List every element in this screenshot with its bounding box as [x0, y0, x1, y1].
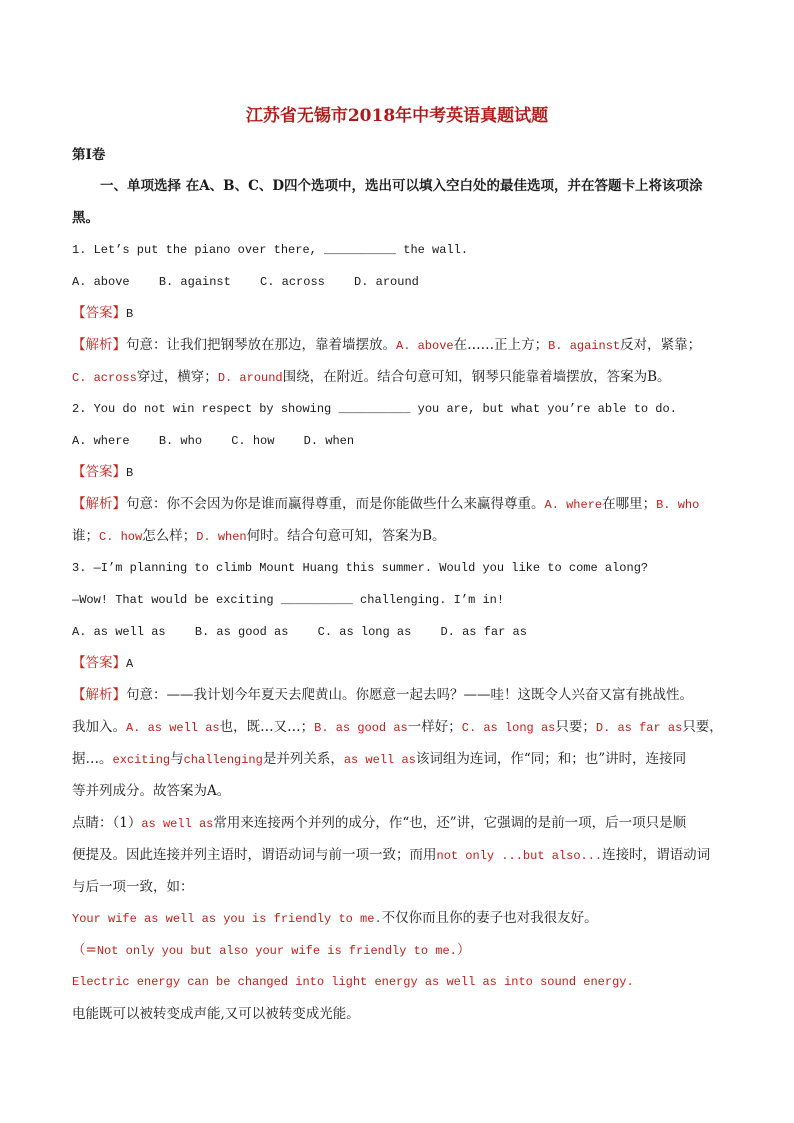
example-paren: （=	[72, 942, 97, 958]
option-a: A. as well as	[72, 625, 166, 639]
answer-tag: 【答案】	[72, 655, 126, 671]
option-c: C. across	[260, 275, 325, 289]
analysis-text: 句意：你不会因为你是谁而赢得尊重，而是你能做些什么来赢得尊重。	[126, 496, 545, 512]
question-3-options	[72, 622, 722, 642]
analysis-term: exciting	[112, 753, 171, 767]
analysis-option: D. when	[196, 530, 247, 544]
example-english: Not only you but also your wife is friendly to me.	[96, 944, 457, 958]
analysis-tag: 【解析】	[72, 687, 126, 703]
option-d: D. when	[303, 434, 355, 448]
note-line-1	[72, 813, 722, 834]
analysis-option: D. as far as	[595, 721, 683, 735]
section-label: 第Ⅰ卷	[72, 147, 106, 163]
analysis-tag: 【解析】	[72, 496, 126, 512]
example-2-chinese: 电能既可以被转变成声能,又可以被转变成光能。	[72, 1006, 360, 1022]
example-english: Your wife as well as you is friendly to me.	[72, 912, 382, 926]
option-b: B. as good as	[194, 625, 289, 639]
note-text: 常用来连接两个并列的成分，作“也，还”讲，它强调的是前一项，后一项只是顺	[213, 815, 687, 831]
note-term: not only ...but also...	[436, 849, 603, 863]
question-2-stem: 2. You do not win respect by showing __________ you are, but what you’re able to do.	[72, 402, 677, 416]
analysis-text: 我加入。	[72, 719, 126, 735]
option-a: A. where	[72, 434, 130, 448]
analysis-option: C. across	[72, 371, 137, 385]
option-c: C. as long as	[317, 625, 412, 639]
analysis-option: B. who	[656, 498, 700, 512]
analysis-text: 何时。结合句意可知，答案为B。	[246, 528, 446, 544]
question-3-analysis-line-4: 等并列成分。故答案为A。	[72, 783, 231, 799]
answer-tag: 【答案】	[72, 464, 126, 480]
question-2-options	[72, 431, 722, 451]
analysis-text: 怎么样；	[142, 528, 197, 544]
question-3-stem: 3. —I’m planning to climb Mount Huang this summer. Would you like to come along?	[72, 561, 649, 575]
analysis-text: 是并列关系，	[262, 751, 344, 767]
question-3-answer	[72, 653, 722, 674]
note-text: 点睛：（1）	[72, 815, 142, 831]
analysis-text: 一样好；	[407, 719, 462, 735]
note-text: 连接时，谓语动词	[602, 847, 711, 863]
analysis-text: 也，既…又…；	[219, 719, 315, 735]
analysis-option: C. as long as	[461, 721, 556, 735]
part-heading-cont: 黑。	[72, 210, 99, 226]
analysis-option: B. against	[548, 339, 621, 353]
analysis-text: 句意：让我们把钢琴放在那边，靠着墙摆放。	[126, 337, 396, 353]
analysis-text: 该词组为连词，作“同；和；也”讲时，连接同	[415, 751, 687, 767]
note-text: 便提及。因此连接并列主语时，谓语动词与前一项一致；而用	[72, 847, 437, 863]
analysis-text: 只要，	[682, 719, 723, 735]
example-1	[72, 908, 722, 929]
question-3-stem-reply: —Wow! That would be exciting __________ challenging. I’m in!	[72, 593, 505, 607]
analysis-text: 与	[170, 751, 184, 767]
analysis-option: A. above	[396, 339, 454, 353]
example-2-english: Electric energy can be changed into light energy as well as into sound energy.	[72, 975, 634, 989]
option-c: C. how	[231, 434, 275, 448]
part-heading: 一、单项选择 在A、B、C、D四个选项中，选出可以填入空白处的最佳选项，并在答题卡上将该项涂	[100, 178, 703, 194]
analysis-option: D. around	[217, 371, 283, 385]
analysis-term: as well as	[343, 753, 416, 767]
analysis-text: 在……正上方；	[453, 337, 549, 353]
answer-value: B	[126, 466, 134, 480]
question-2-analysis-line-1	[72, 494, 722, 515]
question-3-analysis-line-2	[72, 717, 722, 738]
analysis-text: 穿过，横穿；	[136, 369, 218, 385]
question-2-answer	[72, 462, 722, 483]
analysis-text: 反对，紧靠；	[620, 337, 702, 353]
analysis-tag: 【解析】	[72, 337, 126, 353]
example-chinese: 不仅你而且你的妻子也对我很友好。	[381, 910, 598, 926]
option-d: D. as far as	[440, 625, 527, 639]
note-term: as well as	[141, 817, 214, 831]
question-1-analysis-line-1	[72, 335, 722, 356]
question-1-analysis-line-2	[72, 367, 722, 388]
option-b: B. against	[158, 275, 231, 289]
analysis-text: 据…。	[72, 751, 113, 767]
note-line-2	[72, 845, 722, 866]
note-line-3: 与后一项一致，如：	[72, 879, 194, 895]
question-1-stem: 1. Let’s put the piano over there, __________ the wall.	[72, 243, 469, 257]
analysis-term: challenging	[183, 753, 263, 767]
answer-value: B	[126, 307, 134, 321]
question-3-analysis-line-3	[72, 749, 722, 770]
option-d: D. around	[354, 275, 419, 289]
analysis-option: A. where	[544, 498, 603, 512]
analysis-text: 句意：——我计划今年夏天去爬黄山。你愿意一起去吗？——哇！这既令人兴奋又富有挑战性。	[126, 687, 693, 703]
analysis-option: A. as well as	[126, 721, 220, 735]
question-1-options	[72, 272, 722, 292]
analysis-text: 谁；	[72, 528, 99, 544]
example-1-alt	[72, 940, 722, 961]
example-paren: ）	[456, 942, 471, 958]
option-b: B. who	[158, 434, 203, 448]
analysis-option: B. as good as	[314, 721, 408, 735]
question-3-analysis-line-1	[72, 685, 722, 705]
page-title: 江苏省无锡市2018年中考英语真题试题	[245, 106, 549, 126]
question-2-analysis-line-2	[72, 526, 722, 547]
answer-tag: 【答案】	[72, 305, 126, 321]
analysis-text: 围绕，在附近。结合句意可知，钢琴只能靠着墙摆放，答案为B。	[282, 369, 671, 385]
answer-value: A	[126, 657, 134, 671]
analysis-text: 只要；	[555, 719, 596, 735]
analysis-option: C. how	[99, 530, 143, 544]
analysis-text: 在哪里；	[602, 496, 657, 512]
question-1-answer	[72, 303, 722, 324]
option-a: A. above	[72, 275, 130, 289]
